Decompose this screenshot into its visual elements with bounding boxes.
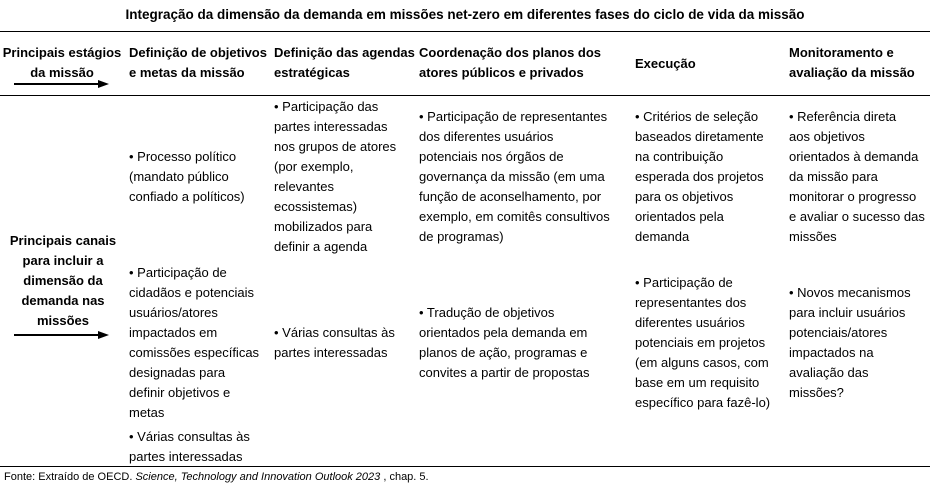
source-publication: Science, Technology and Innovation Outlook 2023	[135, 471, 381, 483]
source-prefix: Fonte: Extraído de OECD.	[4, 471, 136, 483]
coordination-item-translation: • Tradução de objetivos orientados pela demanda em planos de ação, programas e convites a partir de propostas	[419, 305, 590, 380]
execution-item-criteria: • Critérios de seleção baseados diretamente na contribuição esperada dos projetos para os objetivos orientados pela demanda	[635, 109, 764, 244]
header-monitoring: Monitoramento e avaliação da missão	[789, 45, 915, 80]
source-note	[4, 471, 429, 483]
header-rule	[0, 95, 930, 96]
coordination-item-governance: • Participação de representantes dos diferentes usuários potenciais nos órgãos de governança da missão (em uma função de aconselhamento, por exemplo, em comitês consultivos de programas)	[419, 109, 610, 244]
objectives-item-political: • Processo político (mandato público confiado a políticos)	[129, 149, 245, 204]
header-agendas: Definição das agendas estratégicas	[274, 45, 415, 80]
header-stages: Principais estágios da missão	[2, 45, 122, 80]
objectives-item-consultations: • Várias consultas às partes interessadas	[129, 429, 250, 464]
execution-item-participation: • Participação de representantes dos diferentes usuários potenciais em projetos (em alguns casos, com base em um requisito específico para fazê-lo)	[635, 275, 771, 410]
agendas-item-stakeholders: • Participação das partes interessadas nos grupos de atores (por exemplo, relevantes ecossistemas) mobilizados para definir a agenda	[274, 99, 397, 254]
objectives-item-citizens: • Participação de cidadãos e potenciais usuários/atores impactados em comissões específicas designadas para definir objetivos e metas	[129, 265, 260, 420]
agendas-item-consultations: • Várias consultas às partes interessadas	[274, 325, 395, 360]
monitoring-item-reference: • Referência direta aos objetivos orientados à demanda da missão para monitorar o progresso e avaliar o sucesso das missões	[789, 109, 925, 244]
row-label-channels: Principais canais para incluir a dimensão da demanda nas missões	[9, 233, 117, 328]
right-arrow-icon	[14, 330, 110, 340]
right-arrow-icon	[14, 79, 110, 89]
header-execution: Execução	[635, 56, 696, 71]
header-objectives: Definição de objetivos e metas da missão	[129, 45, 267, 80]
monitoring-item-mechanisms: • Novos mecanismos para incluir usuários potenciais/atores impactados na avaliação das missões?	[789, 285, 911, 400]
table-title: Integração da dimensão da demanda em missões net-zero em diferentes fases do ciclo de vida da missão	[125, 7, 805, 22]
top-rule	[0, 31, 930, 32]
source-suffix: , chap. 5.	[380, 471, 429, 483]
header-coordination: Coordenação dos planos dos atores públicos e privados	[419, 45, 602, 80]
